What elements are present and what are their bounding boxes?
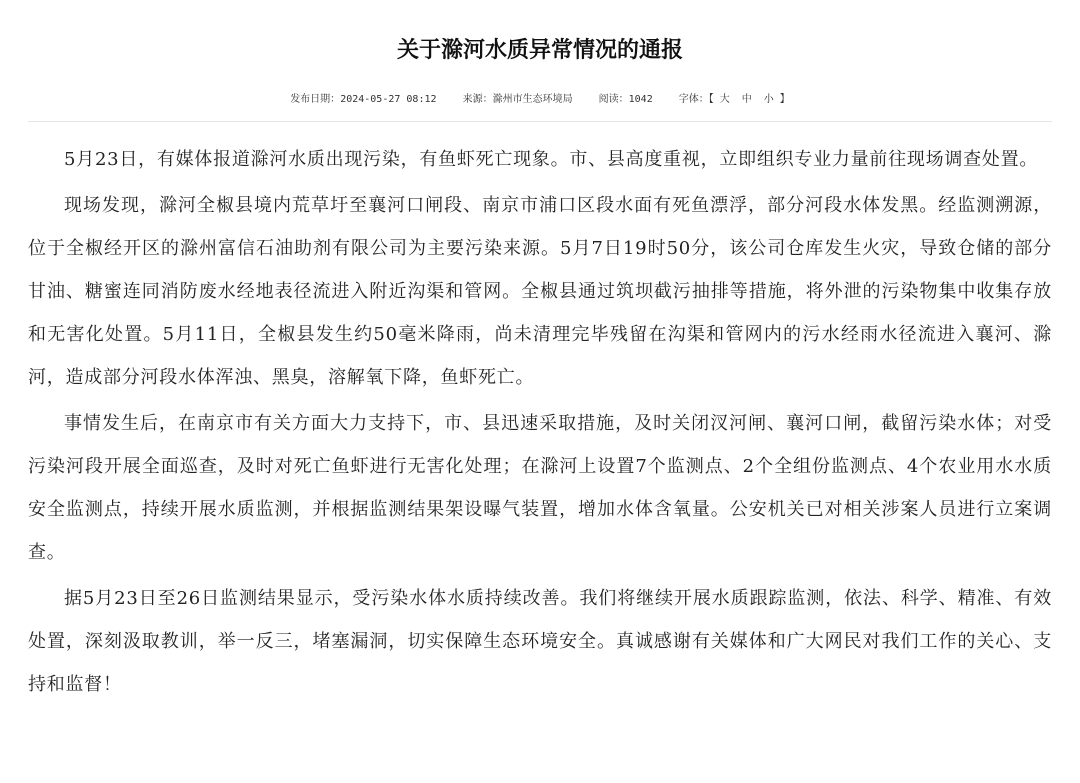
publish-date: 2024-05-27 08:12 bbox=[340, 94, 437, 105]
header-divider bbox=[28, 121, 1052, 122]
font-size-bracket-open: 【 bbox=[708, 94, 714, 105]
font-size-small-button[interactable]: 小 bbox=[763, 94, 774, 105]
paragraph-3: 事情发生后，在南京市有关方面大力支持下，市、县迅速采取措施，及时关闭汊河闸、襄河口闸，截留污染水体；对受污染河段开展全面巡查，及时对死亡鱼虾进行无害化处理；在滁河上设置7个监测点、2个全组份监测点、4个农业用水水质安全监测点，持续开展水质监测，并根据监测结果架设曝气装置，增加水体含氧量。公安机关已对相关涉案人员进行立案调查。 bbox=[28, 413, 1052, 563]
paragraph-4: 据5月23日至26日监测结果显示，受污染水体水质持续改善。我们将继续开展水质跟踪监测，依法、科学、精准、有效处置，深刻汲取教训，举一反三，堵塞漏洞，切实保障生态环境安全。真诚感谢有关媒体和广大网民对我们工作的关心、支持和监督！ bbox=[28, 588, 1052, 695]
article-meta bbox=[28, 89, 1052, 111]
publish-date-label: 发布日期： bbox=[290, 94, 341, 105]
font-size-medium-button[interactable]: 中 bbox=[741, 94, 752, 105]
font-size-large-button[interactable]: 大 bbox=[719, 94, 730, 105]
source-label: 来源： bbox=[462, 94, 493, 105]
view-count: 1042 bbox=[628, 94, 653, 105]
font-size-label: 字体： bbox=[678, 94, 709, 105]
font-size-bracket-close: 】 bbox=[779, 94, 790, 105]
article bbox=[28, 0, 1052, 709]
paragraph-2: 现场发现，滁河全椒县境内荒草圩至襄河口闸段、南京市浦口区段水面有死鱼漂浮，部分河段水体发黑。经监测溯源，位于全椒经开区的滁州富信石油助剂有限公司为主要污染来源。5月7日19时50分，该公司仓库发生火灾，导致仓储的部分甘油、糖蜜连同消防废水经地表径流进入附近沟渠和管网。全椒县通过筑坝截污抽排等措施，将外泄的污染物集中收集存放和无害化处置。5月11日，全椒县发生约50毫米降雨，尚未清理完毕残留在沟渠和管网内的污水经雨水径流进入襄河、滁河，造成部分河段水体浑浊、黑臭，溶解氧下降，鱼虾死亡。 bbox=[28, 195, 1052, 388]
source: 滁州市生态环境局 bbox=[492, 94, 573, 105]
article-title: 关于滁河水质异常情况的通报 bbox=[396, 38, 683, 63]
view-count-label: 阅读： bbox=[598, 94, 629, 105]
article-body bbox=[28, 138, 1052, 706]
paragraph-1: 5月23日，有媒体报道滁河水质出现污染，有鱼虾死亡现象。市、县高度重视，立即组织专业力量前往现场调查处置。 bbox=[64, 149, 1039, 170]
